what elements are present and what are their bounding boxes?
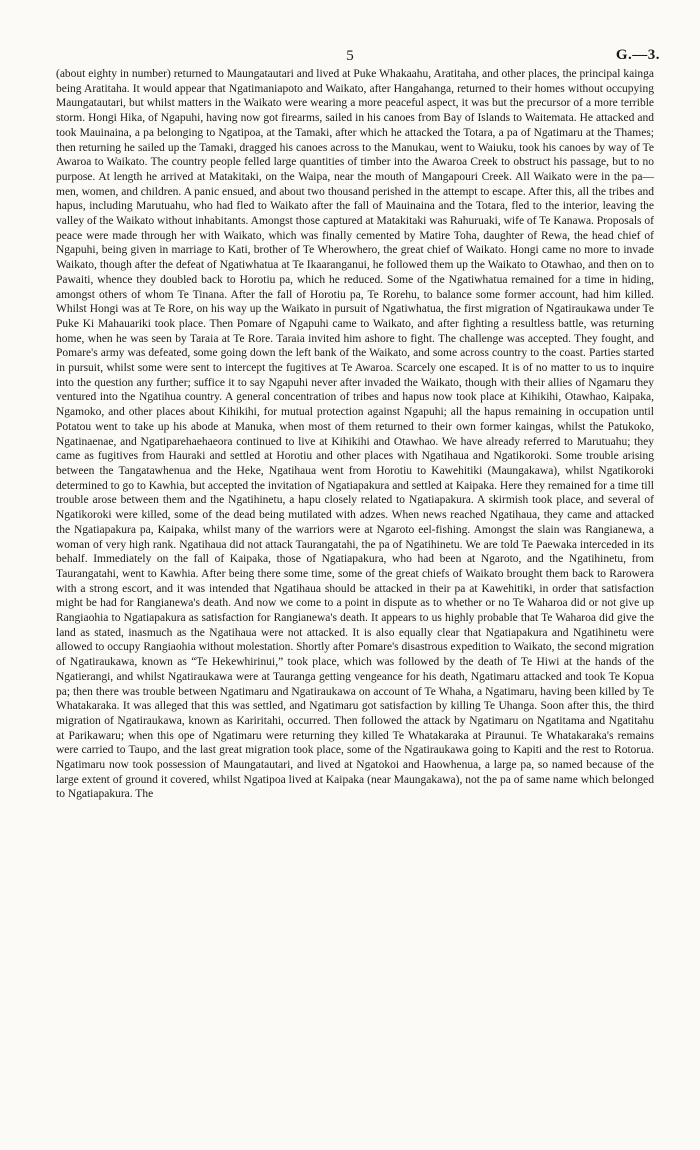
document-reference: G.—3. [615,47,660,63]
body-paragraph: (about eighty in number) returned to Maungatautari and lived at Puke Whakaahu, Aratitaha, and other places, the principal kainga being Aratitaha. It would appear that Ngatimaniapoto and Waikato, after Hangahanga, returned to their homes without occupying Maungatautari, but whilst matters in the Waikato were wearing a more peaceful aspect, it was but the precursor of a more terrible storm. Hongi Hika, of Ngapuhi, having now got firearms, sailed in his canoes from Bay of Islands to Waitemata. He attacked and took Mauinaina, a pa belonging to Ngatipoa, at the Tamaki, after which he attacked the Totara, a pa of Ngatimaru at the Thames; then returning he sailed up the Tamaki, dragged his canoes across to the Manukau, went to Waiuku, took his canoes by way of Te Awaroa to Waikato. The country people felled large quantities of timber into the Awaroa Creek to obstruct his passage, but to no purpose. At length he arrived at Matakitaki, on the Waipa, near the mouth of Mangapouri Creek. All Waikato were in the pa—men, women, and children. A panic ensued, and about two thousand perished in the attempt to escape. After this, all the tribes and hapus, including Marutuahu, who had fled to Waikato after the fall of Mauinaina and the Totara, fled to the interior, leaving the valley of the Waikato without inhabitants. Amongst those captured at Matakitaki was Rahuruaki, wife of Te Kanawa. Proposals of peace were made through her with Waikato, which was finally cemented by Matire Toha, daughter of Rewa, the head chief of Ngapuhi, being given in marriage to Kati, brother of Te Wherowhero, the great chief of Waikato. Hongi came no more to invade Waikato, though after the defeat of Ngatiwhatua at Te Ikaaranganui, he followed them up the Waikato to Otawhao, and then on to Pawaiti, whence they doubled back to Horotiu pa, which he reduced. Some of the Ngatiwhatua remained for a time in hiding, amongst others of whom Te Tinana. After the fall of Horotiu pa, Te Rorehu, to balance some former account, had him killed. Whilst Hongi was at Te Rore, on his way up the Waikato in pursuit of Ngatiwhatua, the first migration of Ngatiraukawa under Te Puke Ki Mahauariki took place. Then Pomare of Ngapuhi came to Waikato, and after fighting a resultless battle, was returning home, when he was seen by Taraia at Te Rore. Taraia invited him ashore to fight. The challenge was accepted. They fought, and Pomare's army was defeated, some going down the left bank of the Waikato, and some across country to the coast. Parties started in pursuit, whilst some were sent to intercept the fugitives at Te Awaroa. Scarcely one escaped. It is of no matter to us to inquire into the question any further; suffice it to say Ngapuhi never after invaded the Waikato, though with their allies of Ngamaru they ventured into the Ngatihua country. A general concentration of tribes and hapus now took place at Kihikihi, Otawhao, Kaipaka, Ngamoko, and other places about Kihikihi, for mutual protection against Ngapuhi; all the hapus remaining in occupation until Potatou went to take up his abode at Manuka, when most of them returned to their own former kaingas, whilst the Patukoko, Ngatinaenae, and Ngatiparehaehaeora continued to live at Kihikihi and Otawhao. We have already referred to Marutuahu; they came as fugitives from Hauraki and settled at Horotiu and other places with Ngatihaua and Ngatikoroki. Some trouble arising between the Tangatawhenua and the Heke, Ngatihaua went from Horotiu to Kawehitiki (Maungakawa), whilst Ngatikoroki determined to go to Kawhia, but accepted the invitation of Ngatiapakura and settled at Kaipaka. Here they remained for a time till trouble arose between them and the Ngatihinetu, a hapu closely related to Ngatiapakura. A skirmish took place, and several of Ngatikoroki were killed, some of the dead being mutilated with adzes. When news reached Ngatihaua, they came and attacked the Ngatiapakura pa, Kaipaka, whilst many of the warriors were at Ngaroto eel-fishing. Amongst the slain was Rangianewa, a woman of very high rank. Ngatihaua did not attack Taurangatahi, the pa of Ngatihinetu. We are told Te Paewaka interceded in its behalf. Immediately on the fall of Kaipaka, those of Ngatiapakura, who had been at Ngaroto, and the Ngatihinetu, from Taurangatahi, went to Kawhia. After being there some time, some of the great chiefs of Waikato brought them back to Rarowera with a strong escort, and it was intended that Ngatihaua should be attacked in their pa at Kawehitiki, in order that satisfaction might be had for Rangianewa's death. And now we come to a point in dispute as to whether or no Te Waharoa did or not give up Rangiaohia to Ngatiapakura as satisfaction for Rangianewa's death. It appears to us highly probable that Te Waharoa did give the land as stated, inasmuch as the Ngatihaua were not attacked. It is also equally clear that Ngatiapakura and Ngatihinetu were allowed to occupy Rangiaohia without molestation. Shortly after Pomare's disastrous expedition to Waikato, the second migration of Ngatiraukawa, known as “Te Hekewhirinui,” took place, which was followed by the death of Te Hiwi at the hands of the Ngatierangi, and whilst Ngatiraukawa were at Tauranga getting vengeance for his death, Ngatimaru attacked and took Te Kopua pa; then there was trouble between Ngatimaru and Ngatiraukawa on account of Te Whaha, a Ngatimaru, having been killed by Te Whatakaraka. It was alleged that this was settled, and Ngatimaru got satisfaction by killing Te Uhanga. Soon after this, the third migration of Ngatiraukawa, known as Kariritahi, occurred. Then followed the attack by Ngatimaru on Ngatitama and Ngatitahu at Parikawaru; when this ope of Ngatimaru were returning they killed Te Whatakaraka at Piraunui. Te Whatakaraka's remains were carried to Taupo, and the last great migration took place, some of the Ngatiraukawa going to Kapiti and the rest to Rotorua. Ngatimaru now took possession of Maungatautari, and lived at Ngatokoi and Haowhenua, a large pa, so named because of the large extent of ground it covered, whilst Ngatipoa lived at Kaipaka (near Maungakawa), not the pa of same name which belonged to Ngatiapakura. The [56,68,654,801]
page-number: 5 [346,48,354,64]
